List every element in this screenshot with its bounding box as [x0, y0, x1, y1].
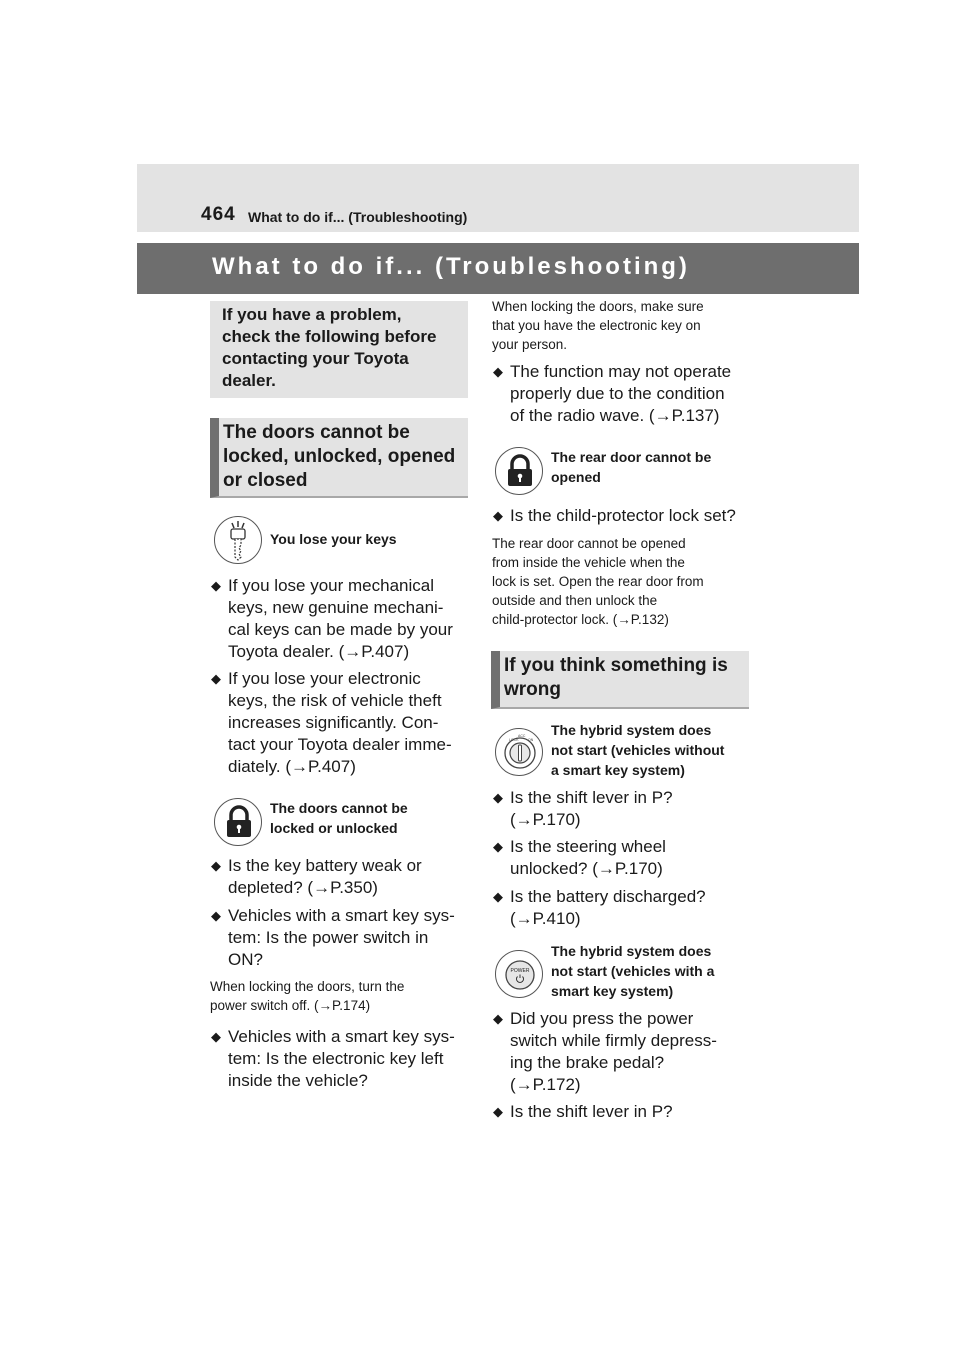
bullet-text: Did you press the power switch while firmly depress- ing the brake pedal? (→P.172) — [510, 1009, 717, 1094]
sub-label-with-smart-key: The hybrid system does not start (vehicles with a smart key system) — [551, 943, 715, 999]
svg-text:LOCK: LOCK — [509, 738, 519, 742]
bullet-marker: ◆ — [493, 1011, 503, 1026]
note-text: When locking the doors, make sure that you have the electronic key on your person. — [492, 299, 704, 352]
page-number: 464 — [201, 204, 236, 225]
bullet-text: Vehicles with a smart key sys- tem: Is the electronic key left inside the vehicle? — [228, 1027, 455, 1090]
running-title: What to do if... (Troubleshooting) — [248, 209, 468, 225]
page-title: What to do if... (Troubleshooting) — [212, 253, 690, 280]
bullet-text: Is the key battery weak or depleted? (→P.350) — [228, 856, 422, 897]
intro-box — [210, 301, 468, 398]
bullet-marker: ◆ — [493, 1104, 503, 1119]
bullet-text: Is the child-protector lock set? — [510, 506, 736, 525]
bullet-marker: ◆ — [493, 839, 503, 854]
note-text: The rear door cannot be opened from inside the vehicle when the lock is set. Open the rear door from outside and then unlock the child-protector lock. (→P.132) — [492, 536, 704, 627]
bullet-text: Is the shift lever in P? (→P.170) — [510, 788, 673, 829]
note-text: When locking the doors, turn the power switch off. (→P.174) — [210, 979, 405, 1013]
bullet-text: Vehicles with a smart key sys- tem: Is the power switch in ON? — [228, 906, 455, 969]
bullet-marker: ◆ — [493, 364, 503, 379]
ignition-switch-icon — [495, 728, 543, 776]
bullet-marker: ◆ — [493, 790, 503, 805]
bullet-marker: ◆ — [211, 1029, 221, 1044]
bullet-text: Is the shift lever in P? — [510, 1102, 673, 1121]
bullet-marker: ◆ — [211, 578, 221, 593]
bullet-text: Is the battery discharged? (→P.410) — [510, 887, 706, 928]
section-heading-text: If you think something is wrong — [504, 655, 728, 700]
bullet-marker: ◆ — [211, 858, 221, 873]
svg-text:ON: ON — [528, 738, 534, 742]
bullet-text: If you lose your mechanical keys, new genuine mechani- cal keys can be made by your Toyota dealer. (→P.407) — [228, 576, 453, 661]
key-icon — [214, 516, 262, 564]
section-heading-doors — [210, 418, 468, 498]
section-heading-text: The doors cannot be locked, unlocked, opened or closed — [223, 422, 456, 491]
section-heading-wrong — [491, 651, 749, 709]
power-button-label: POWER — [510, 968, 530, 974]
bullet-text: If you lose your electronic keys, the risk of vehicle theft increases significantly. Con- tact your Toyota dealer imme- diately. (→P.407) — [228, 669, 452, 776]
bullet-marker: ◆ — [493, 889, 503, 904]
title-band — [137, 243, 859, 294]
intro-text: If you have a problem, check the following before contacting your Toyota dealer. — [222, 305, 437, 390]
sub-label-cannot-lock: The doors cannot be locked or unlocked — [270, 800, 408, 836]
sub-label-lose-keys: You lose your keys — [270, 531, 397, 547]
header-band — [137, 164, 859, 232]
bullet-marker: ◆ — [211, 671, 221, 686]
bullet-marker: ◆ — [493, 508, 503, 523]
bullet-text: Is the steering wheel unlocked? (→P.170) — [510, 837, 666, 878]
padlock-icon — [495, 447, 543, 495]
power-button-icon — [495, 950, 543, 998]
sub-label-no-smart-key: The hybrid system does not start (vehicles without a smart key system) — [551, 722, 725, 778]
bullet-text: The function may not operate properly due to the condition of the radio wave. (→P.137) — [510, 362, 732, 425]
padlock-icon — [214, 798, 262, 846]
svg-text:ACC: ACC — [518, 734, 526, 738]
bullet-marker: ◆ — [211, 908, 221, 923]
sub-label-rear-door: The rear door cannot be opened — [551, 449, 712, 485]
